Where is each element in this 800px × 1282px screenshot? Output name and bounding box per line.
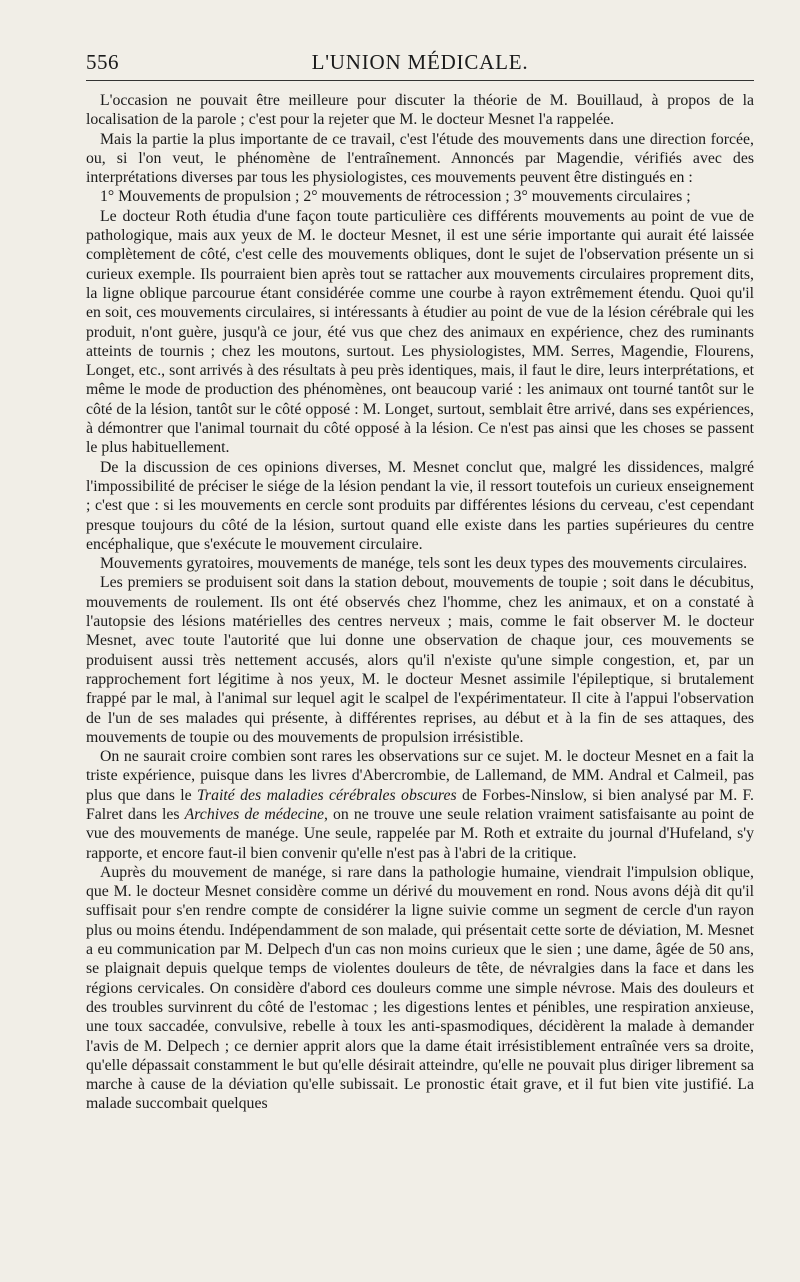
- page-header: [86, 46, 754, 78]
- page-number: 556: [86, 50, 119, 74]
- paragraph: L'occasion ne pouvait être meilleure pour discuter la théorie de M. Bouillaud, à propos de la localisation de la parole ; c'est pour la rejeter que M. le docteur Mesnet l'a rappelée.: [86, 92, 754, 129]
- paragraph: Mais la partie la plus importante de ce travail, c'est l'étude des mouvements dans une direction forcée, ou, si l'on veut, le phénomène de l'entraînement. Annoncés par Magendie, vérifiés avec des interprétations diverses par tous les physiologistes, ces mouvements peuvent être distingués en :: [86, 130, 754, 187]
- paragraph: Le docteur Roth étudia d'une façon toute particulière ces différents mouvements au point de vue de pathologique, mais aux yeux de M. le docteur Mesnet, il est une série importante qui aurait été laissée complètement de côté, c'est celle des mouvements obliques, dont le sujet de l'observation présente un si curieux exemple. Ils pourraient bien après tout se rattacher aux mouvements circulaires proprement dits, la ligne oblique parcourue étant considérée comme une courbe à rayon extrêmement étendu. Quoi qu'il en soit, ces mouvements circulaires, si intéressants à étudier au point de vue de la lésion cérébrale qui les produit, n'ont guère, jusqu'à ce jour, été vus que chez des animaux en expérience, chez des ruminants atteints de tournis ; chez les moutons, surtout. Les physiologistes, MM. Serres, Magendie, Flourens, Longet, etc., sont arrivés à des résultats à peu près identiques, mais, il faut le dire, leurs interprétations, et même le mode de production des phénomènes, ont beaucoup varié : les animaux ont tourné tantôt sur le côté de la lésion, tantôt sur le côté opposé : M. Longet, surtout, semblait être arrivé, dans ses expériences, à démontrer que l'animal tournait du côté opposé à la lésion. Ce n'est pas ainsi que les choses se passent le plus habituellement.: [86, 207, 754, 457]
- paragraph: 1° Mouvements de propulsion ; 2° mouvements de rétrocession ; 3° mouvements circulaires ;: [100, 188, 691, 206]
- paragraph: Mouvements gyratoires, mouvements de manége, tels sont les deux types des mouvements circulaires.: [100, 555, 748, 573]
- book-title: Traité des maladies cérébrales obscures: [197, 786, 457, 804]
- header-rule: [86, 80, 754, 81]
- text-run: , on ne trouve une seule relation vraiment satisfaisante au point de vue des mouvements de manége. Une seule, rappelée par M. Roth et extraite du journal d'Hufeland, s'y rapporte, et encore faut-il bien convenir qu'elle n'est pas à l'abri de la critique.: [86, 805, 754, 862]
- running-title: L'UNION MÉDICALE.: [311, 50, 529, 74]
- journal-title: Archives de médecine: [184, 805, 324, 823]
- paragraph: Auprès du mouvement de manége, si rare dans la pathologie humaine, viendrait l'impulsion oblique, que M. le docteur Mesnet considère comme un dérivé du mouvement en rond. Nous avons déjà dit qu'il suffisait pour s'en rendre compte de considérer la ligne suivie comme un segment de cercle d'un rayon plus ou moins étendu. Indépendamment de son malade, qui présentait cette sorte de déviation, M. Mesnet a eu communication par M. Delpech d'un cas non moins curieux que le sien ; une dame, âgée de 50 ans, se plaignait depuis quelque temps de violentes douleurs de tête, de névralgies dans la face et dans les régions cervicales. On considère d'abord ces douleurs comme une simple névrose. Mais des douleurs et des troubles survinrent du côté de l'estomac ; les digestions lentes et pénibles, une respiration anxieuse, une toux saccadée, convulsive, rebelle à toux les anti-spasmodiques, décidèrent la malade à demander l'avis de M. Delpech ; ce dernier apprit alors que la dame était irrésistiblement entraînée vers sa droite, qu'elle dépassait constamment le but qu'elle désirait atteindre, qu'elle ne pouvait plus diriger librement sa marche à cause de la déviation qu'elle subissait. Le pronostic était grave, et il fut bien vite justifié. La malade succombait quelques: [86, 863, 754, 1113]
- paragraph: [86, 747, 754, 863]
- text-run: de Forbes-Ninslow, si bien analysé par M. F. Falret dans les: [86, 786, 755, 823]
- text-run: On ne saurait croire combien sont rares les observations sur ce sujet. M. le docteur Mesnet en a fait la triste expérience, puisque dans les livres d'Abercrombie, de Lallemand, de MM. Andral et Calmeil, pas plus que dans le: [86, 748, 754, 804]
- paragraph: Les premiers se produisent soit dans la station debout, mouvements de toupie ; soit dans le décubitus, mouvements de roulement. Ils ont été observés chez l'homme, chez les animaux, et on a constaté à l'autopsie des lésions matérielles des centres nerveux ; mais, comme le fait observer M. le docteur Mesnet, avec toute l'autorité que lui donne une observation de chaque jour, ces mouvements se produisent aussi très nettement accusés, alors qu'il n'existe qu'une simple congestion, et, par un rapprochement fort légitime à nos yeux, M. le docteur Mesnet assimile l'épileptique, si brutalement frappé par le mal, à l'animal sur lequel agit le scalpel de l'expérimentateur. Il cite à l'appui l'observation de l'un de ses malades qui présente, à différentes reprises, au début et à la fin de ses attaques, des mouvements de toupie ou des mouvements de propulsion irrésistible.: [86, 574, 754, 746]
- article-body: [86, 91, 754, 1114]
- paragraph: De la discussion de ces opinions diverses, M. Mesnet conclut que, malgré les dissidences, malgré l'impossibilité de préciser le siége de la lésion pendant la vie, il ressort toutefois un curieux enseignement ; c'est que : si les mouvements en cercle sont produits par différentes lésions du cerveau, c'est cependant presque toujours du côté de la lésion, surtout quand elle existe dans les parties supérieures du centre encéphalique, que s'exécute le mouvement circulaire.: [86, 458, 754, 553]
